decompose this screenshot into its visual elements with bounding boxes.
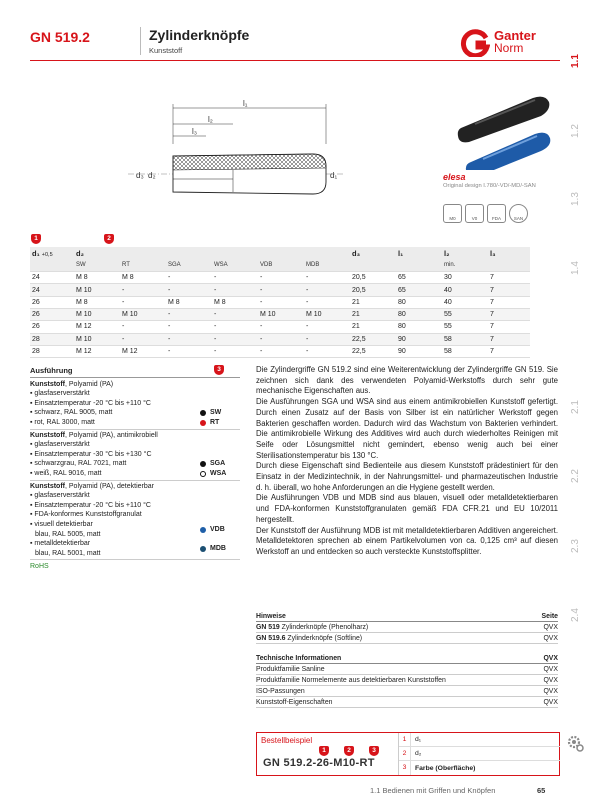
badge-2: 2 xyxy=(104,234,114,244)
color-dot-icon xyxy=(200,471,206,477)
variant-feature: ▪ Einsatztemperatur -30 °C bis +130 °C xyxy=(30,450,152,458)
notes-table xyxy=(256,613,558,644)
table-cell: 7 xyxy=(488,308,530,320)
variants-heading: Ausführung 3 xyxy=(30,366,240,378)
sanline-icon: SAN xyxy=(509,204,528,223)
page-number: 65 xyxy=(537,786,546,795)
spec-table-body xyxy=(30,272,530,358)
col-rt: RT xyxy=(120,259,166,271)
variant-code: WSA xyxy=(210,469,227,477)
tab-1-4[interactable]: 1.4 xyxy=(570,261,581,275)
tab-2-2[interactable]: 2.2 xyxy=(570,469,581,483)
description-paragraph: Die Ausführungen VDB und MDB sind aus blauen, visuell oder metalldetektierbaren und FDA-konformen Kunststoffgranulaten gemäß FDA CFR.21 und EU 10/2011 hergestellt. xyxy=(256,493,558,524)
table-cell: - xyxy=(212,308,258,320)
description-paragraph: Der Kunststoff der Ausführung MDB ist mit metalldetektierbaren Additiven angereichert. Metalldetektoren sprechen ab einem Partikelvolumen von ca. 0,125 cm³ auf diesen Werkstoff an und entdecken so auch versteckte Kunststoffsplitter. xyxy=(256,525,558,556)
dim-d3: d₃ xyxy=(136,171,144,180)
technical-info-table xyxy=(256,655,558,708)
variant-code: RT xyxy=(210,418,220,426)
table-cell: - xyxy=(166,272,212,284)
tab-2-4[interactable]: 2.4 xyxy=(570,608,581,622)
table-cell: 26 xyxy=(30,321,74,333)
table-cell: 80 xyxy=(396,296,442,308)
table-cell: - xyxy=(120,321,166,333)
brand-name: Ganter xyxy=(494,28,536,43)
table-cell: 22,5 xyxy=(350,345,396,357)
table-cell: 58 xyxy=(442,333,488,345)
table-cell: - xyxy=(212,284,258,296)
page-subtitle: Kunststoff xyxy=(149,46,183,55)
tab-1-3[interactable]: 1.3 xyxy=(570,192,581,206)
order-example-label: Bestellbeispiel xyxy=(261,736,313,745)
table-cell: 40 xyxy=(442,284,488,296)
table-cell: 24 xyxy=(30,284,74,296)
header-divider xyxy=(140,27,141,55)
variant-code: SW xyxy=(210,409,222,417)
configurator-gear-icon[interactable] xyxy=(566,734,584,752)
cert-icons xyxy=(443,204,528,223)
table-cell: - xyxy=(166,321,212,333)
order-badge-2: 2 xyxy=(344,746,354,756)
dim-d2: d₂ xyxy=(148,171,156,180)
table-cell: 30 xyxy=(442,272,488,284)
table-cell: 22,5 xyxy=(350,333,396,345)
table-cell: - xyxy=(304,333,350,345)
footer-section: 1.1 Bedienen mit Griffen und Knöpfen xyxy=(370,786,496,795)
table-cell: - xyxy=(258,296,304,308)
order-example xyxy=(256,732,560,776)
notes-row[interactable]: GN 519 Zylinderknöpfe (Phenolharz) QVX xyxy=(256,622,558,633)
elesa-brand: elesa xyxy=(443,172,466,182)
variant-option: ▪ schwarz, RAL 9005, matt SW xyxy=(30,409,222,417)
table-cell: - xyxy=(258,272,304,284)
table-cell: 20,5 xyxy=(350,284,396,296)
product-code: GN 519.2 xyxy=(30,29,90,45)
table-cell: M 8 xyxy=(166,296,212,308)
variant-feature: ▪ Einsatztemperatur -20 °C bis +110 °C xyxy=(30,501,151,509)
technical-info-row[interactable]: Produktfamilie Normelemente aus detektierbaren Kunststoffen QVX xyxy=(256,675,558,686)
page-title: Zylinderknöpfe xyxy=(149,27,250,43)
variant-feature: ▪ Einsatztemperatur -20 °C bis +110 °C xyxy=(30,399,151,407)
variant-group-title: Kunststoff, Polyamid (PA), detektierbar xyxy=(30,482,154,490)
variant-option: ▪ rot, RAL 3000, matt RT xyxy=(30,418,220,426)
table-row xyxy=(30,321,530,333)
order-code: GN 519.2-26-M10-RT xyxy=(263,757,375,769)
table-cell: M 8 xyxy=(120,272,166,284)
dim-l1: l₁ xyxy=(243,99,248,108)
col-l3: l₃ xyxy=(488,247,530,259)
table-subheader-row xyxy=(30,259,530,271)
table-cell: - xyxy=(212,333,258,345)
table-cell: M 12 xyxy=(74,321,120,333)
table-cell: - xyxy=(258,345,304,357)
variant-code: MDB xyxy=(210,544,226,552)
dim-d1: d₁ xyxy=(330,171,338,180)
table-cell: 65 xyxy=(396,284,442,296)
table-row xyxy=(30,284,530,296)
description-paragraph: Die Ausführungen SGA und WSA sind aus einem antimikrobiellen Kunststoff gefertigt. Durch einen Zusatz auf der Basis von Silber ist ein natürlicher Werkstoff gegen Bakterien geschaffen worden. Dadurch wird das Wachstum von Bakterien verhindert. Die antimikrobielle Wirkung des Additives wird auch durch wiederholtes Reinigen mit Seife oder Lösungsmittel nicht gemindert, ebenso wenig auch bei einer Sterilisationstemperatur bis 130 °C. xyxy=(256,397,558,460)
ganter-logo-icon xyxy=(458,29,490,57)
table-cell: 40 xyxy=(442,296,488,308)
table-cell: M 10 xyxy=(74,308,120,320)
table-cell: 21 xyxy=(350,321,396,333)
col-d1: d₁ +0,5 xyxy=(30,247,74,259)
table-cell: 80 xyxy=(396,321,442,333)
notes-heading: Hinweise Seite xyxy=(256,613,558,620)
table-row xyxy=(30,272,530,284)
table-cell: - xyxy=(304,272,350,284)
table-cell: M 10 xyxy=(258,308,304,320)
table-row xyxy=(30,296,530,308)
technical-info-row[interactable]: Produktfamilie Sanline QVX xyxy=(256,664,558,675)
description-paragraph: Durch diese Eigenschaft sind Bedienteile aus diesem Kunststoff prädestiniert für den Einsatz in der Medizintechnik, in der Nahrungsmittel- und pharmazeutischen Industrie d. h. überall, wo hohe Anforderungen an die Hygiene gestellt werden. xyxy=(256,461,558,492)
table-cell: 20,5 xyxy=(350,272,396,284)
table-cell: - xyxy=(166,284,212,296)
table-cell: - xyxy=(258,321,304,333)
col-l2-min: min. xyxy=(442,259,488,271)
table-cell: - xyxy=(120,333,166,345)
table-cell: - xyxy=(120,284,166,296)
color-dot-icon xyxy=(200,420,206,426)
variant-option: ▪ metalldetektierbar blau, RAL 5001, matt MDB xyxy=(30,540,226,557)
brand-logo xyxy=(458,28,558,58)
table-cell: - xyxy=(258,333,304,345)
table-cell: - xyxy=(304,296,350,308)
color-dot-icon xyxy=(200,410,206,416)
order-badge-3: 3 xyxy=(369,746,379,756)
variant-feature: ▪ glasfaserverstärkt xyxy=(30,390,90,398)
table-row xyxy=(30,345,530,357)
brand-name-sub: Norm xyxy=(494,41,524,55)
table-cell: 7 xyxy=(488,296,530,308)
technical-info-row[interactable]: ISO-Passungen QVX xyxy=(256,686,558,697)
col-sw: SW xyxy=(74,259,120,271)
variant-feature: ▪ FDA-konformes Kunststoffgranulat xyxy=(30,511,142,519)
color-dot-icon xyxy=(200,461,206,467)
table-cell: 65 xyxy=(396,272,442,284)
table-cell: M 12 xyxy=(120,345,166,357)
col-vdb: VDB xyxy=(258,259,304,271)
table-cell: - xyxy=(212,272,258,284)
table-cell: M 10 xyxy=(74,333,120,345)
order-legend-row: 2 d₂ xyxy=(399,747,560,761)
table-cell: 21 xyxy=(350,308,396,320)
header-rule xyxy=(30,60,560,61)
table-cell: 58 xyxy=(442,345,488,357)
visual-detectable-icon: V0 xyxy=(465,204,484,223)
table-cell: 80 xyxy=(396,308,442,320)
variant-group-title: Kunststoff, Polyamid (PA) xyxy=(30,380,114,388)
badge-col-2 xyxy=(104,233,114,244)
variant-feature: ▪ glasfaserverstärkt xyxy=(30,441,90,449)
col-l1: l₁ xyxy=(396,247,442,259)
table-cell: - xyxy=(166,345,212,357)
variant-code: SGA xyxy=(210,460,226,468)
spec-table xyxy=(30,247,530,358)
tab-1-2[interactable]: 1.2 xyxy=(570,124,581,138)
table-cell: M 10 xyxy=(74,284,120,296)
table-row xyxy=(30,333,530,345)
col-wsa: WSA xyxy=(212,259,258,271)
table-cell: 21 xyxy=(350,296,396,308)
col-sga: SGA xyxy=(166,259,212,271)
col-d2: d₂ xyxy=(74,247,350,259)
variant-option: ▪ weiß, RAL 9016, matt WSA xyxy=(30,469,227,477)
badge-col-1 xyxy=(31,233,41,244)
badge-1: 1 xyxy=(31,234,41,244)
table-cell: - xyxy=(166,308,212,320)
dim-l2: l₂ xyxy=(208,115,213,124)
table-cell: 26 xyxy=(30,296,74,308)
table-cell: - xyxy=(258,284,304,296)
table-cell: 28 xyxy=(30,345,74,357)
table-cell: - xyxy=(120,296,166,308)
table-cell: 90 xyxy=(396,333,442,345)
metal-detectable-icon: M0 xyxy=(443,204,462,223)
table-cell: 90 xyxy=(396,345,442,357)
table-cell: M 12 xyxy=(74,345,120,357)
technical-info-heading: Technische Informationen QVX xyxy=(256,655,558,662)
variants-block xyxy=(30,366,240,572)
tab-1-1[interactable]: 1.1 xyxy=(570,54,581,68)
variant-group xyxy=(30,482,240,561)
table-header-row xyxy=(30,247,530,259)
rohs-label: RoHS xyxy=(30,563,49,571)
col-l2: l₂ xyxy=(442,247,488,259)
table-cell: 7 xyxy=(488,321,530,333)
col-mdb: MDB xyxy=(304,259,350,271)
variant-code: VDB xyxy=(210,525,225,533)
table-cell: M 8 xyxy=(74,296,120,308)
table-cell: 26 xyxy=(30,308,74,320)
dim-l3: l₃ xyxy=(192,127,198,136)
table-cell: - xyxy=(304,321,350,333)
order-badge-1: 1 xyxy=(319,746,329,756)
variant-group xyxy=(30,431,240,481)
table-cell: - xyxy=(166,333,212,345)
table-cell: M 10 xyxy=(304,308,350,320)
color-dot-icon xyxy=(200,546,206,552)
badge-3: 3 xyxy=(214,365,224,375)
table-cell: 24 xyxy=(30,272,74,284)
tab-2-3[interactable]: 2.3 xyxy=(570,539,581,553)
technical-info-row[interactable]: Kunststoff-Eigenschaften QVX xyxy=(256,697,558,708)
table-cell: M 8 xyxy=(212,296,258,308)
table-cell: 7 xyxy=(488,333,530,345)
table-cell: - xyxy=(212,345,258,357)
table-cell: 7 xyxy=(488,272,530,284)
variant-option: ▪ schwarzgrau, RAL 7021, matt SGA xyxy=(30,460,226,468)
tab-2-1[interactable]: 2.1 xyxy=(570,400,581,414)
description-paragraph: Die Zylindergriffe GN 519.2 sind eine Weiterentwicklung der Zylindergriffe GN 519. Sie zeichnen sich dank des verwendeten Polyamid-Werkstoffs durch sehr gute mechanische Eigenschaften aus. xyxy=(256,365,558,396)
variant-group-title: Kunststoff, Polyamid (PA), antimikrobiell xyxy=(30,431,158,439)
table-cell: M 8 xyxy=(74,272,120,284)
description-text xyxy=(256,365,558,558)
table-cell: 7 xyxy=(488,284,530,296)
variant-option: ▪ visuell detektierbar blau, RAL 5005, matt VDB xyxy=(30,520,225,538)
table-cell: 28 xyxy=(30,333,74,345)
variant-group xyxy=(30,380,240,430)
order-legend-row: 1 d₁ xyxy=(399,733,560,747)
table-cell: M 10 xyxy=(120,308,166,320)
table-cell: 7 xyxy=(488,345,530,357)
table-cell: 55 xyxy=(442,308,488,320)
variant-feature: ▪ glasfaserverstärkt xyxy=(30,492,90,500)
original-design-note: Original design I.780/-VD/-MD/-SAN xyxy=(443,183,536,189)
order-legend xyxy=(398,733,560,775)
table-cell: - xyxy=(304,284,350,296)
order-legend-row: 3 Farbe (Oberfläche) xyxy=(399,761,560,775)
table-cell: - xyxy=(212,321,258,333)
color-dot-icon xyxy=(200,527,206,533)
col-d3: d₃ xyxy=(350,247,396,259)
table-row xyxy=(30,308,530,320)
technical-drawing xyxy=(128,96,343,211)
fda-icon: FDA xyxy=(487,204,506,223)
table-cell: 55 xyxy=(442,321,488,333)
notes-row[interactable]: GN 519.6 Zylinderknöpfe (Softline) QVX xyxy=(256,633,558,644)
product-photos xyxy=(455,88,555,170)
table-cell: - xyxy=(304,345,350,357)
